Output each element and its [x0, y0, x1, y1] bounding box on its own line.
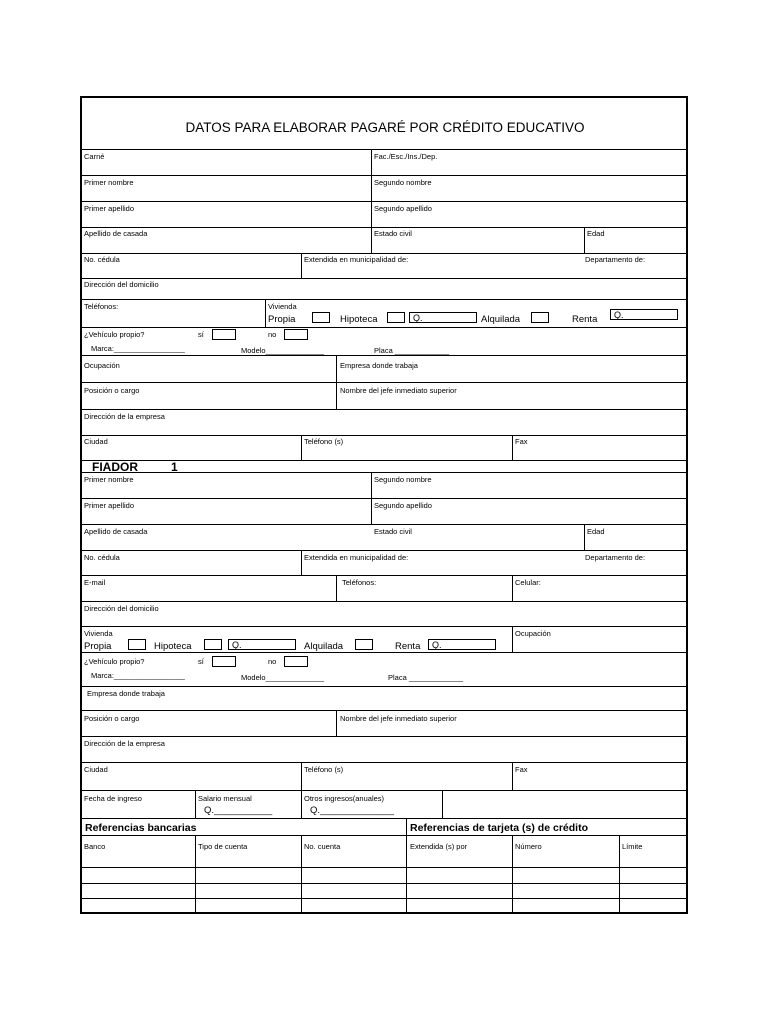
divider [265, 299, 266, 327]
fiador-title: FIADOR [92, 460, 138, 474]
fiador-propia-checkbox[interactable] [128, 639, 146, 650]
fax-label: Fax [515, 437, 528, 446]
direccion-domicilio-label: Dirección del domicilio [84, 280, 159, 289]
fiador-departamento-label: Departamento de: [585, 553, 646, 562]
jefe-label: Nombre del jefe inmediato superior [340, 386, 457, 395]
divider [82, 652, 688, 653]
divider [82, 201, 688, 202]
divider [301, 762, 302, 790]
fiador-hipoteca-label: Hipoteca [154, 641, 192, 652]
hipoteca-label: Hipoteca [340, 314, 378, 325]
divider [301, 253, 302, 278]
divider [82, 762, 688, 763]
divider [82, 898, 688, 899]
ocupacion-label: Ocupación [84, 361, 120, 370]
primer-nombre-label: Primer nombre [84, 178, 134, 187]
fecha-ingreso-label: Fecha de ingreso [84, 794, 142, 803]
fiador-cedula-label: No. cédula [84, 553, 120, 562]
numero-label: Número [515, 842, 542, 851]
divider [82, 835, 688, 836]
divider [82, 867, 688, 868]
vehiculo-label: ¿Vehículo propio? [84, 330, 145, 339]
fiador-marca-label: Marca:_________________ [91, 671, 185, 680]
hipoteca-checkbox[interactable] [387, 312, 405, 323]
fiador-vehiculo-no-checkbox[interactable] [284, 656, 308, 667]
fiador-direccion-empresa-label: Dirección de la empresa [84, 739, 165, 748]
posicion-label: Posición o cargo [84, 386, 140, 395]
divider [82, 253, 688, 254]
salario-label: Salario mensual [198, 794, 252, 803]
loan-form [80, 96, 688, 914]
divider [512, 835, 513, 914]
divider [82, 327, 688, 328]
referencias-tarjeta-title: Referencias de tarjeta (s) de crédito [410, 822, 588, 834]
fiador-hipoteca-checkbox[interactable] [204, 639, 222, 650]
divider [82, 409, 688, 410]
divider [82, 601, 688, 602]
fiador-posicion-label: Posición o cargo [84, 714, 140, 723]
fiador-placa-label: Placa _____________ [388, 673, 464, 682]
direccion-empresa-label: Dirección de la empresa [84, 412, 165, 421]
fiador-vehiculo-si-label: sí [198, 657, 204, 666]
divider [371, 149, 372, 253]
fiador-renta-amount-field[interactable]: Q. [428, 639, 496, 650]
ciudad-label: Ciudad [84, 437, 108, 446]
divider [512, 626, 513, 652]
banco-label: Banco [84, 842, 106, 851]
primer-apellido-label: Primer apellido [84, 204, 135, 213]
fiador-hipoteca-amount-field[interactable]: Q. [228, 639, 296, 650]
divider [195, 835, 196, 914]
no-cuenta-label: No. cuenta [304, 842, 341, 851]
vehiculo-si-checkbox[interactable] [212, 329, 236, 340]
renta-label: Renta [572, 314, 598, 325]
fiador-edad-label: Edad [587, 527, 605, 536]
fiador-number: 1 [171, 460, 178, 474]
divider [82, 626, 688, 627]
divider [82, 435, 688, 436]
divider [82, 736, 688, 737]
fiador-ciudad-label: Ciudad [84, 765, 108, 774]
divider [82, 175, 688, 176]
fiador-segundo-nombre-label: Segundo nombre [374, 475, 432, 484]
divider [512, 575, 513, 601]
divider [82, 278, 688, 279]
divider [82, 149, 688, 150]
referencias-bancarias-title: Referencias bancarias [85, 822, 197, 834]
divider [406, 818, 407, 914]
telefono-label: Teléfono (s) [304, 437, 344, 446]
divider [442, 790, 443, 818]
divider [301, 435, 302, 460]
carne-label: Carné [84, 152, 105, 161]
segundo-apellido-label: Segundo apellido [374, 204, 432, 213]
otros-ingresos-label: Otros ingresos(anuales) [304, 794, 385, 803]
facultad-label: Fac./Esc./Ins./Dep. [374, 152, 438, 161]
divider [301, 835, 302, 914]
fiador-primer-apellido-label: Primer apellido [84, 501, 135, 510]
fiador-telefonos-label: Teléfonos: [342, 578, 377, 587]
divider [336, 575, 337, 601]
fiador-empresa-label: Empresa donde trabaja [87, 689, 165, 698]
telefonos-label: Teléfonos: [84, 302, 119, 311]
divider [336, 355, 337, 409]
divider [82, 790, 688, 791]
extendida-por-label: Extendida (s) por [410, 842, 468, 851]
divider [82, 710, 688, 711]
renta-amount-field[interactable]: Q. [610, 309, 678, 320]
fiador-primer-nombre-label: Primer nombre [84, 475, 134, 484]
fiador-apellido-casada-label: Apellido de casada [84, 527, 148, 536]
form-title: DATOS PARA ELABORAR PAGARÉ POR CRÉDITO EDUCATIVO [185, 120, 585, 135]
divider [584, 227, 585, 253]
divider [82, 575, 688, 576]
cedula-label: No. cédula [84, 255, 120, 264]
fiador-vivienda-label: Vivienda [84, 629, 113, 638]
fiador-extendida-label: Extendida en municipalidad de: [304, 553, 409, 562]
propia-label: Propia [268, 314, 296, 325]
divider [512, 435, 513, 460]
departamento-label: Departamento de: [585, 255, 646, 264]
fiador-email-label: E-mail [84, 578, 106, 587]
divider [301, 550, 302, 575]
alquilada-label: Alquilada [481, 314, 521, 325]
divider [619, 835, 620, 914]
divider [82, 382, 688, 383]
tipo-cuenta-label: Tipo de cuenta [198, 842, 248, 851]
fiador-telefono-label: Teléfono (s) [304, 765, 344, 774]
vehiculo-no-label: no [268, 330, 277, 339]
divider [371, 472, 372, 524]
empresa-label: Empresa donde trabaja [340, 361, 418, 370]
extendida-label: Extendida en municipalidad de: [304, 255, 409, 264]
vehiculo-no-checkbox[interactable] [284, 329, 308, 340]
placa-label: Placa _____________ [374, 346, 450, 355]
propia-checkbox[interactable] [312, 312, 330, 323]
salario-field[interactable]: Q.___________ [204, 805, 273, 816]
apellido-casada-label: Apellido de casada [84, 229, 148, 238]
fiador-fax-label: Fax [515, 765, 528, 774]
divider [82, 355, 688, 356]
divider [82, 883, 688, 884]
divider [82, 686, 688, 687]
divider [82, 498, 688, 499]
alquilada-checkbox[interactable] [531, 312, 549, 323]
otros-ingresos-field[interactable]: Q.______________ [310, 805, 394, 816]
divider [82, 524, 688, 525]
fiador-vehiculo-label: ¿Vehículo propio? [84, 657, 145, 666]
fiador-vehiculo-si-checkbox[interactable] [212, 656, 236, 667]
hipoteca-amount-field[interactable]: Q. [409, 312, 477, 323]
estado-civil-label: Estado civil [374, 229, 412, 238]
fiador-renta-label: Renta [395, 641, 421, 652]
fiador-jefe-label: Nombre del jefe inmediato superior [340, 714, 457, 723]
fiador-segundo-apellido-label: Segundo apellido [374, 501, 432, 510]
fiador-propia-label: Propia [84, 641, 112, 652]
divider [195, 790, 196, 818]
divider [584, 524, 585, 550]
divider [336, 710, 337, 736]
divider [301, 790, 302, 818]
divider [82, 550, 688, 551]
fiador-estado-civil-label: Estado civil [374, 527, 412, 536]
vivienda-label: Vivienda [268, 302, 297, 311]
vehiculo-si-label: sí [198, 330, 204, 339]
fiador-ocupacion-label: Ocupación [515, 629, 551, 638]
marca-label: Marca:_________________ [91, 344, 185, 353]
divider [82, 818, 688, 819]
divider [82, 227, 688, 228]
fiador-direccion-domicilio-label: Dirección del domicilio [84, 604, 159, 613]
fiador-alquilada-checkbox[interactable] [355, 639, 373, 650]
limite-label: Límite [622, 842, 643, 851]
edad-label: Edad [587, 229, 605, 238]
divider [82, 299, 688, 300]
divider [512, 762, 513, 790]
fiador-celular-label: Celular: [515, 578, 541, 587]
fiador-alquilada-label: Alquilada [304, 641, 344, 652]
modelo-label: Modelo______________ [241, 346, 324, 355]
fiador-vehiculo-no-label: no [268, 657, 277, 666]
segundo-nombre-label: Segundo nombre [374, 178, 432, 187]
fiador-modelo-label: Modelo______________ [241, 673, 324, 682]
